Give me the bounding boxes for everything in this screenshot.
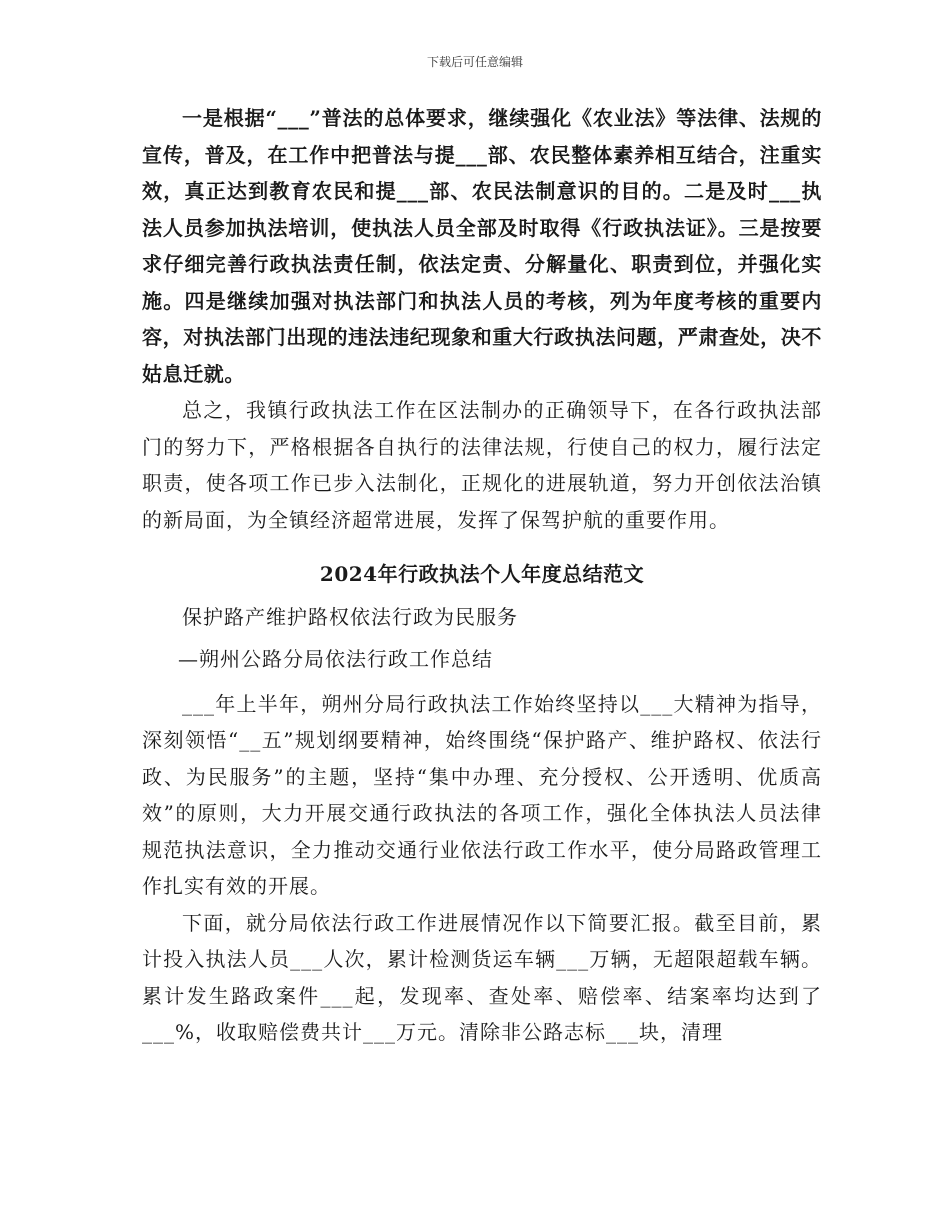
paragraph-overview: ___年上半年，朔州分局行政执法工作始终坚持以___大精神为指导，深刻领悟“__五”规划纲要精神，始终围绕“保护路产、维护路权、依法行政、为民服务”的主题，坚持“集中办理、充分授权、公开透明、优质高效”的原则，大力开展交通行政执法的各项工作，强化全体执法人员法律规范执法意识，全力推动交通行业依法行政工作水平，使分局路政管理工作扎实有效的开展。 [142, 691, 822, 898]
document-body [142, 100, 822, 1051]
document-subtitle-source: —朔州公路分局依法行政工作总结 [178, 647, 493, 671]
paragraph-report: 下面，就分局依法行政工作进展情况作以下简要汇报。截至目前，累计投入执法人员___人次，累计检测货运车辆___万辆，无超限超载车辆。累计发生路政案件___起，发现率、查处率、赔偿率、结案率均达到了___%，收取赔偿费共计___万元。清除非公路志标___块，清理 [142, 910, 822, 1044]
paragraph-measures: 一是根据“___”普法的总体要求，继续强化《农业法》等法律、法规的宣传，普及，在工作中把普法与提___部、农民整体素养相互结合，注重实效，真正达到教育农民和提___部、农民法制意识的目的。二是及时___执法人员参加执法培训，使执法人员全部及时取得《行政执法证》。三是按要求仔细完善行政执法责任制，依法定责、分解量化、职责到位，并强化实施。四是继续加强对执法部门和执法人员的考核，列为年度考核的重要内容，对执法部门出现的违法违纪现象和重大行政执法问题，严肃查处，决不姑息迁就。 [142, 106, 822, 386]
document-title: 2024年行政执法个人年度总结范文 [319, 562, 645, 586]
paragraph-summary: 总之，我镇行政执法工作在区法制办的正确领导下，在各行政执法部门的努力下，严格根据各自执行的法律法规，行使自己的权力，履行法定职责，使各项工作已步入法制化，正规化的进展轨道，努力开创依法治镇的新局面，为全镇经济超常进展，发挥了保驾护航的重要作用。 [142, 398, 822, 532]
page-header: 下载后可任意编辑 [426, 55, 523, 69]
document-subtitle: 保护路产维护路权依法行政为民服务 [182, 604, 518, 629]
